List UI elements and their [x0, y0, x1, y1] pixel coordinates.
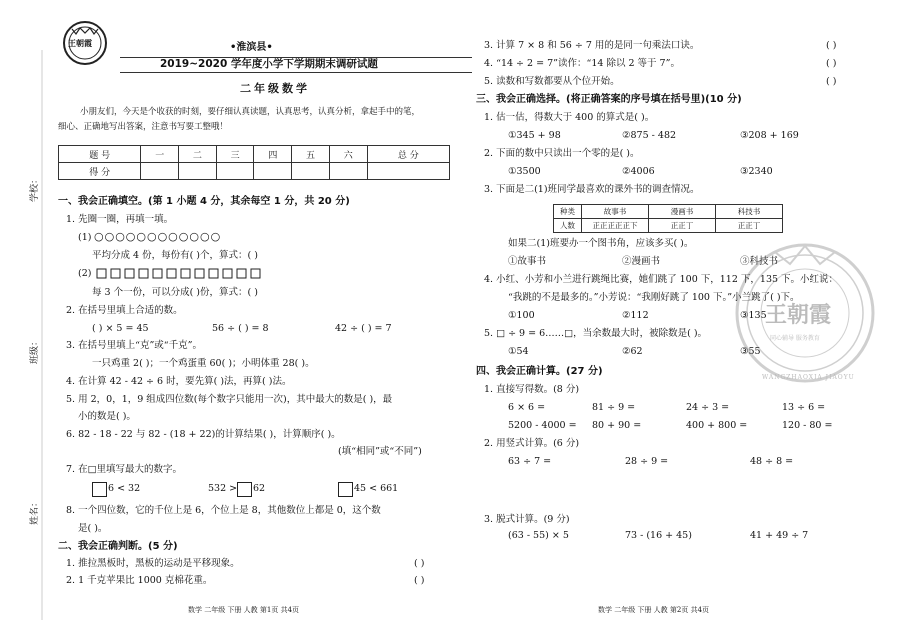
- choice-option: ①54: [508, 346, 529, 357]
- score-cell[interactable]: [367, 163, 449, 180]
- binding-line: [8, 30, 48, 630]
- q7-item: 62: [253, 483, 266, 494]
- q4-text: 4. 在计算 42 - 42 ÷ 6 时，要先算( )法，再算( )法。: [66, 376, 292, 387]
- score-cell[interactable]: [141, 163, 179, 180]
- section3-title: 三、我会正确选择。(将正确答案的序号填在括号里)(10 分): [476, 94, 742, 105]
- choice-q3: 3. 下面是二(1)班同学最喜欢的课外书的调查情况。: [484, 184, 700, 195]
- watermark-name: 王朝霞: [765, 302, 832, 328]
- q1b-label: (2): [78, 268, 92, 279]
- score-table: [58, 145, 450, 180]
- q5-text-b: 小的数是( )。: [78, 411, 136, 422]
- score-header-cell: 题 号: [59, 146, 141, 163]
- calc-q3: 3. 脱式计算。(9 分): [484, 514, 570, 525]
- calc-item: 73 - (16 + 45): [625, 530, 692, 541]
- score-header-cell: 三: [216, 146, 254, 163]
- calc-q2: 2. 用竖式计算。(6 分): [484, 438, 580, 449]
- q2-item: 56 ÷ ( ) = 8: [212, 323, 269, 334]
- survey-cell: 正正正正正下: [582, 219, 649, 233]
- q7-item: 532 >: [208, 483, 238, 494]
- q1a-text: 平均分成 4 份，每份有( )个，算式：( ): [92, 250, 258, 261]
- binding-margin: [8, 30, 48, 630]
- survey-header-cell: 种类: [554, 205, 582, 219]
- q7-text: 7. 在□里填写最大的数字。: [66, 464, 183, 475]
- choice-q1: 1. 估一估，得数大于 400 的算式是( )。: [484, 112, 655, 123]
- survey-header-cell: 科技书: [716, 205, 783, 219]
- q1a-label: (1): [78, 232, 92, 243]
- q1b-squares: [96, 266, 276, 285]
- calc-item: 63 ÷ 7 =: [508, 456, 552, 467]
- footer-right: 数学 二年级 下册 人教 第2页 共4页: [598, 606, 710, 614]
- calc-item: 48 ÷ 8 =: [750, 456, 794, 467]
- intro-line-2: 细心、正确地写出答案，注意书写要工整哦！: [58, 122, 229, 132]
- survey-header-cell: 漫画书: [649, 205, 716, 219]
- logo-text: 王朝霞: [68, 38, 92, 48]
- survey-table: [553, 204, 783, 233]
- score-header-cell: 六: [329, 146, 367, 163]
- choice-option: ③2340: [740, 166, 773, 177]
- judge-answer-blank[interactable]: ( ): [826, 58, 837, 69]
- q2-text: 2. 在括号里填上合适的数。: [66, 305, 183, 316]
- score-header-cell: 一: [141, 146, 179, 163]
- choice-option: ②875 - 482: [622, 130, 677, 141]
- choice-option: ②4006: [622, 166, 655, 177]
- choice-option: ②漫画书: [622, 256, 661, 267]
- footer-left: 数学 二年级 下册 人教 第1页 共4页: [188, 606, 300, 614]
- choice-option: ②112: [622, 310, 649, 321]
- q7-item: 45 < 661: [354, 483, 399, 494]
- calc-item: 81 ÷ 9 =: [592, 402, 636, 413]
- q1-text: 1. 先圈一圈，再填一填。: [66, 214, 174, 225]
- score-cell[interactable]: [179, 163, 217, 180]
- calc-item: 13 ÷ 6 =: [782, 402, 826, 413]
- section2-title: 二、我会正确判断。(5 分): [58, 541, 178, 552]
- q3-text: 3. 在括号里填上“克”或“千克”。: [66, 340, 203, 351]
- score-cell[interactable]: [254, 163, 292, 180]
- q7-blank-1[interactable]: [92, 482, 107, 497]
- calc-item: (63 - 55) × 5: [508, 530, 569, 541]
- judge-answer-blank[interactable]: ( ): [414, 558, 425, 569]
- judge-item: 4. “14 ÷ 2 = 7”读作：“14 除以 2 等于 7”。: [484, 58, 680, 69]
- score-header-cell: 总 分: [367, 146, 449, 163]
- judge-answer-blank[interactable]: ( ): [826, 76, 837, 87]
- score-cell[interactable]: [216, 163, 254, 180]
- score-header-cell: 四: [254, 146, 292, 163]
- county-title: •淮滨县•: [230, 42, 273, 53]
- choice-option: ③55: [740, 346, 761, 357]
- class-label: 班级：: [30, 336, 41, 365]
- choice-option: ①故事书: [508, 256, 547, 267]
- choice-q5: 5. □ ÷ 9 = 6……□，当余数最大时，被除数是( )。: [484, 328, 708, 339]
- calc-item: 80 + 90 =: [592, 420, 642, 431]
- calc-item: 400 + 800 =: [686, 420, 748, 431]
- calc-item: 28 ÷ 9 =: [625, 456, 669, 467]
- calc-q1: 1. 直接写得数。(8 分): [484, 384, 580, 395]
- judge-answer-blank[interactable]: ( ): [826, 40, 837, 51]
- judge-item: 5. 读数和写数都要从个位开始。: [484, 76, 620, 87]
- q8-text-a: 8. 一个四位数，它的千位上是 6，个位上是 8，其他数位上都是 0，这个数: [66, 505, 381, 516]
- q7-item: 6 < 32: [108, 483, 141, 494]
- choice-q3b: 如果二(1)班要办一个图书角，应该多买( )。: [508, 238, 694, 249]
- choice-option: ③208 + 169: [740, 130, 799, 141]
- q6-text-a: 6. 82 - 18 - 22 与 82 - (18 + 22)的计算结果( )，计算顺序( )。: [66, 429, 341, 440]
- q7-blank-2[interactable]: [237, 482, 252, 497]
- school-label: 学校：: [30, 174, 41, 203]
- choice-option: ③科技书: [740, 256, 779, 267]
- survey-header-cell: 故事书: [582, 205, 649, 219]
- section4-title: 四、我会正确计算。(27 分): [476, 366, 603, 377]
- q1a-circles: ○○○○○○○○○○○○: [94, 230, 222, 243]
- judge-item: 3. 计算 7 × 8 和 56 ÷ 7 用的是同一句乘法口诀。: [484, 40, 700, 51]
- score-header-cell: 五: [292, 146, 330, 163]
- choice-option: ①345 + 98: [508, 130, 561, 141]
- calc-item: 6 × 6 =: [508, 402, 546, 413]
- name-label: 姓名：: [30, 497, 41, 526]
- choice-q4-a: 4. 小红、小芳和小兰进行跳绳比赛，她们跳了 100 下，112 下，135 下。小红说：: [484, 274, 839, 285]
- choice-q4-b: “我跳的不是最多的。”小芳说：“我刚好跳了 100 下。”小兰跳了( )下。: [508, 292, 800, 303]
- choice-option: ①100: [508, 310, 535, 321]
- choice-option: ③135: [740, 310, 767, 321]
- q2-item: 42 ÷ ( ) = 7: [335, 323, 392, 334]
- score-header-cell: 二: [179, 146, 217, 163]
- judge-item: 1. 推拉黑板时，黑板的运动是平移现象。: [66, 558, 240, 569]
- judge-item: 2. 1 千克苹果比 1000 克棉花重。: [66, 575, 213, 586]
- calc-item: 41 + 49 ÷ 7: [750, 530, 809, 541]
- survey-cell: 正正丁: [716, 219, 783, 233]
- watermark-slogan: 同心辅导 服务教育: [770, 335, 820, 342]
- score-row-label: 得 分: [59, 163, 141, 180]
- q6-text-b: (填“相同”或“不同”): [338, 446, 422, 457]
- intro-line-1: 小朋友们，今天是个收获的时刻，要仔细认真读题，认真思考，认真分析，拿起手中的笔，: [80, 107, 421, 117]
- calc-item: 120 - 80 =: [782, 420, 833, 431]
- choice-option: ①3500: [508, 166, 541, 177]
- exam-title: 2019~2020 学年度小学下学期期末调研试题: [160, 58, 378, 70]
- calc-item: 24 ÷ 3 =: [686, 402, 730, 413]
- q1b-text: 每 3 个一份，可以分成( )份，算式：( ): [92, 287, 258, 298]
- survey-cell: 正正丁: [649, 219, 716, 233]
- q8-text-b: 是( )。: [78, 523, 108, 534]
- watermark-ring-text: WANGZHAOXIA JIAOYU: [762, 374, 855, 381]
- q3-blanks: 一只鸡重 2( )；一个鸡蛋重 60( )；小明体重 28( )。: [92, 358, 315, 369]
- survey-cell: 人数: [554, 219, 582, 233]
- choice-q2: 2. 下面的数中只读出一个零的是( )。: [484, 148, 640, 159]
- q5-text-a: 5. 用 2，0，1，9 组成四位数(每个数字只能用一次)，其中最大的数是( )，最: [66, 394, 393, 405]
- score-cell[interactable]: [329, 163, 367, 180]
- subject-title: 二年级数学: [240, 82, 310, 95]
- choice-option: ②62: [622, 346, 643, 357]
- q2-item: ( ) × 5 = 45: [92, 323, 149, 334]
- q7-blank-3[interactable]: [338, 482, 353, 497]
- score-cell[interactable]: [292, 163, 330, 180]
- section1-title: 一、我会正确填空。(第 1 小题 4 分，其余每空 1 分，共 20 分): [58, 196, 350, 207]
- judge-answer-blank[interactable]: ( ): [414, 575, 425, 586]
- calc-item: 5200 - 4000 =: [508, 420, 577, 431]
